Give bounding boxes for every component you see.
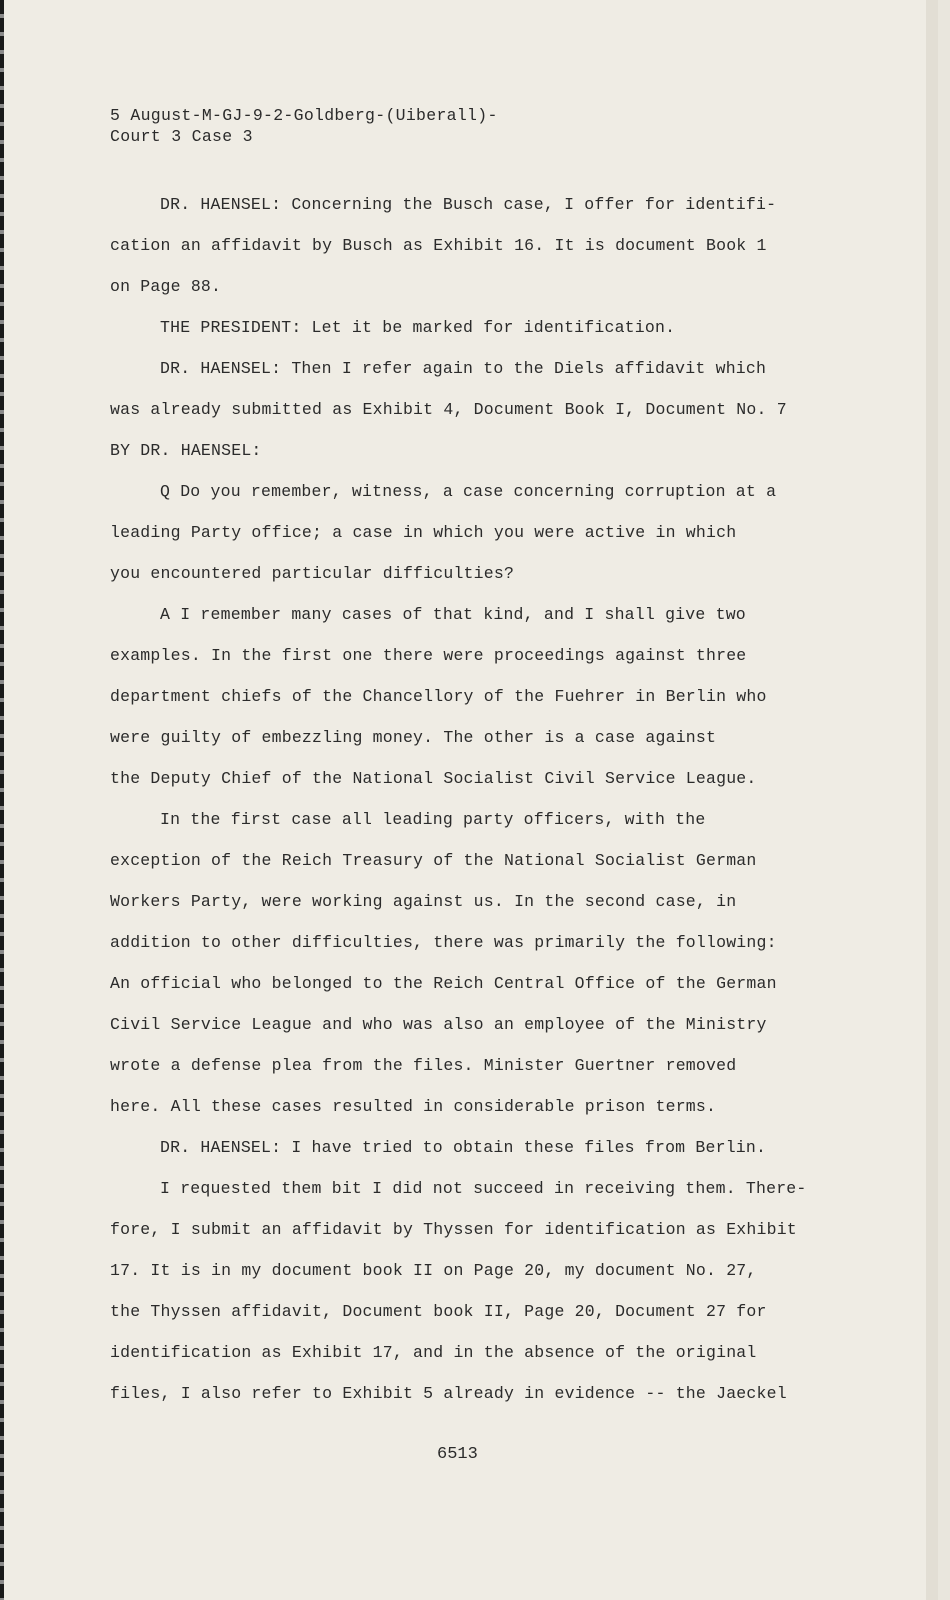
transcript-line: Workers Party, were working against us. In the second case, in	[110, 892, 737, 911]
transcript-line: DR. HAENSEL: Then I refer again to the Diels affidavit which	[160, 359, 767, 378]
transcript-line: was already submitted as Exhibit 4, Document Book I, Document No. 7	[110, 400, 787, 419]
header-court-line: Court 3 Case 3	[110, 127, 253, 146]
transcript-line: THE PRESIDENT: Let it be marked for identification.	[160, 318, 676, 337]
transcript-line: I requested them bit I did not succeed in receiving them. There-	[160, 1179, 807, 1198]
transcript-line: on Page 88.	[110, 277, 222, 296]
transcript-line: DR. HAENSEL: Concerning the Busch case, I offer for identifi-	[160, 195, 777, 214]
transcript-line: here. All these cases resulted in considerable prison terms.	[110, 1097, 717, 1116]
transcript-body	[110, 184, 810, 1414]
transcript-line: fore, I submit an affidavit by Thyssen for identification as Exhibit	[110, 1220, 797, 1239]
transcript-line: identification as Exhibit 17, and in the absence of the original	[110, 1343, 757, 1362]
transcript-line: Civil Service League and who was also an employee of the Ministry	[110, 1015, 767, 1034]
transcript-line: Q Do you remember, witness, a case concerning corruption at a	[160, 482, 777, 501]
transcript-line: addition to other difficulties, there was primarily the following:	[110, 933, 777, 952]
transcript-line: examples. In the first one there were proceedings against three	[110, 646, 747, 665]
transcript-line: the Deputy Chief of the National Socialist Civil Service League.	[110, 769, 757, 788]
transcript-line: BY DR. HAENSEL:	[110, 441, 262, 460]
transcript-line: A I remember many cases of that kind, and I shall give two	[160, 605, 746, 624]
transcript-line: In the first case all leading party officers, with the	[160, 810, 706, 829]
transcript-line: were guilty of embezzling money. The other is a case against	[110, 728, 717, 747]
transcript-line: An official who belonged to the Reich Central Office of the German	[110, 974, 777, 993]
transcript-line: wrote a defense plea from the files. Minister Guertner removed	[110, 1056, 737, 1075]
transcript-line: you encountered particular difficulties?	[110, 564, 515, 583]
transcript-line: leading Party office; a case in which you were active in which	[110, 523, 737, 542]
transcript-line: exception of the Reich Treasury of the National Socialist German	[110, 851, 757, 870]
transcript-line: DR. HAENSEL: I have tried to obtain these files from Berlin.	[160, 1138, 767, 1157]
transcript-header	[110, 105, 498, 147]
transcript-line: files, I also refer to Exhibit 5 already in evidence -- the Jaeckel	[110, 1384, 787, 1403]
page-number: 6513	[437, 1445, 478, 1464]
transcript-line: department chiefs of the Chancellory of the Fuehrer in Berlin who	[110, 687, 767, 706]
scan-border-right	[926, 0, 938, 1600]
transcript-line: the Thyssen affidavit, Document book II, Page 20, Document 27 for	[110, 1302, 767, 1321]
transcript-line: 17. It is in my document book II on Page 20, my document No. 27,	[110, 1261, 757, 1280]
transcript-line: cation an affidavit by Busch as Exhibit 16. It is document Book 1	[110, 236, 767, 255]
scan-border-left	[0, 0, 4, 1600]
header-session-line: 5 August-M-GJ-9-2-Goldberg-(Uiberall)-	[110, 106, 498, 125]
